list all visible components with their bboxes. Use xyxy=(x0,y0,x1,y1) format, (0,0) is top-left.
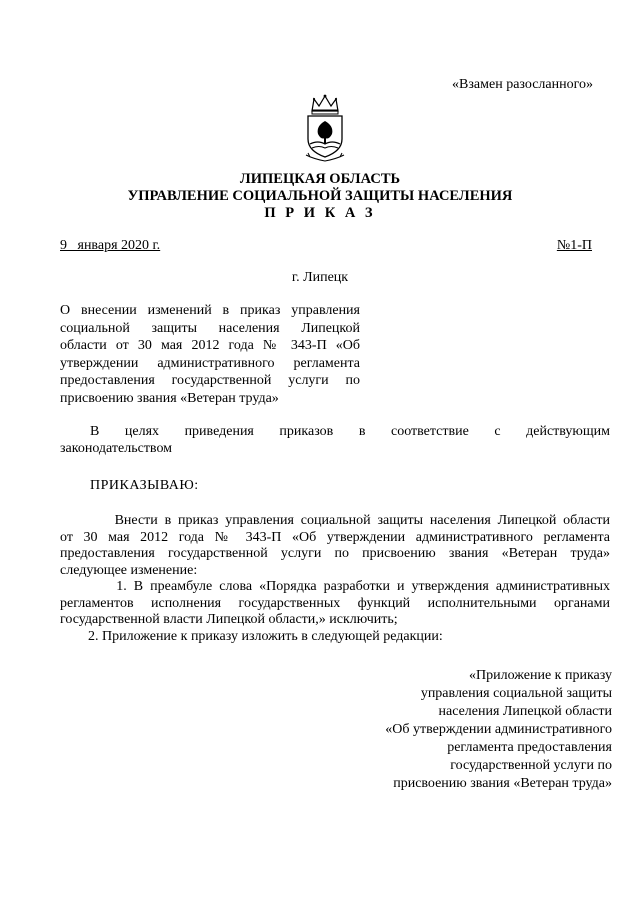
region-title: ЛИПЕЦКАЯ ОБЛАСТЬ xyxy=(239,171,401,187)
order-date: 9 января 2020 г. xyxy=(60,238,161,253)
subject-line: присвоению звания «Ветеран труда» xyxy=(60,390,279,406)
appendix-line: населения Липецкой области xyxy=(438,704,612,719)
document-type-title: П Р И К А З xyxy=(264,205,376,221)
body-line: государственной власти Липецкой области,» исключить; xyxy=(60,612,398,627)
replacement-stamp-text: «Взамен разосланного» xyxy=(452,77,593,92)
appendix-heading xyxy=(385,667,612,793)
appendix-line: «Об утверждении административного xyxy=(385,722,612,737)
appendix-line: регламента предоставления xyxy=(447,740,612,755)
preamble-line: законодательством xyxy=(60,440,173,456)
appendix-line: управления социальной защиты xyxy=(420,686,612,701)
order-body xyxy=(60,513,610,645)
subject-line: области от 30 мая 2012 года № 343-П «Об xyxy=(60,338,360,353)
subject-line: социальной защиты населения Липецкой xyxy=(60,320,360,336)
body-line: 2. Приложение к приказу изложить в следующей редакции: xyxy=(60,628,443,644)
order-number: №1-П xyxy=(556,238,592,253)
subject-line: утверждении административного регламента xyxy=(60,355,360,371)
body-line: Внести в приказ управления социальной защиты населения Липецкой области xyxy=(60,513,610,528)
body-line: предоставления государственной услуги по присвоению звания «Ветеран труда» xyxy=(60,546,610,561)
order-subject xyxy=(60,302,360,407)
appendix-line: государственной услуги по xyxy=(450,758,612,773)
body-line: регламентов исполнения государственных функций исполнительными органами xyxy=(60,595,610,611)
preamble-paragraph xyxy=(60,424,610,457)
body-line: от 30 мая 2012 года № 343-П «Об утверждении административного регламента xyxy=(60,529,610,545)
body-line: следующее изменение: xyxy=(60,562,198,578)
appendix-line: присвоению звания «Ветеран труда» xyxy=(393,776,612,791)
subject-line: О внесении изменений в приказ управления xyxy=(60,303,360,318)
body-line: 1. В преамбуле слова «Порядка разработки и утверждения административных xyxy=(60,579,610,594)
coat-of-arms-lipetsk-icon xyxy=(300,93,350,163)
subject-line: предоставления государственной услуги по xyxy=(60,373,360,388)
order-directive-word: ПРИКАЗЫВАЮ: xyxy=(90,478,199,493)
department-title: УПРАВЛЕНИЕ СОЦИАЛЬНОЙ ЗАЩИТЫ НАСЕЛЕНИЯ xyxy=(127,188,513,204)
preamble-line: В целях приведения приказов в соответствие с действующим xyxy=(90,424,610,439)
appendix-line: «Приложение к приказу xyxy=(469,668,612,683)
order-city: г. Липецк xyxy=(291,270,349,285)
